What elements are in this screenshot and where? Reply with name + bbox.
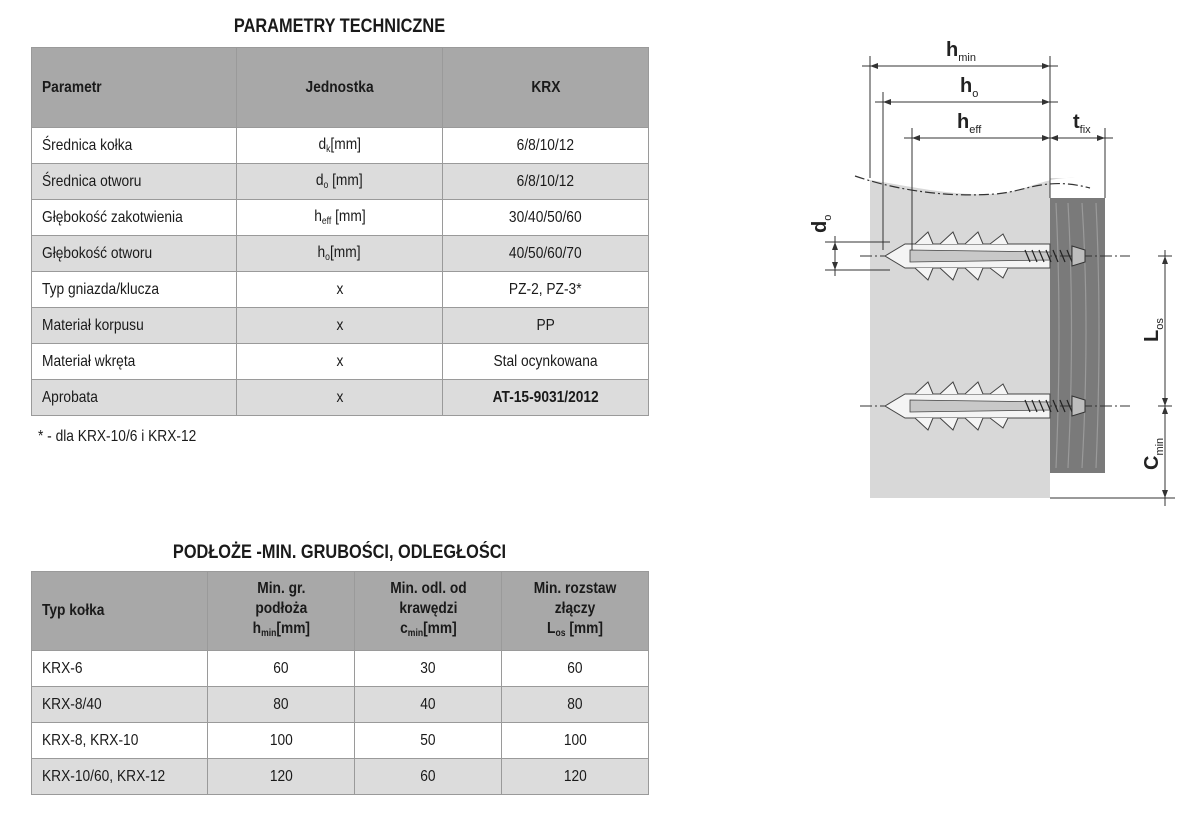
- table-row: [32, 344, 649, 380]
- anchor-installation-diagram: [800, 28, 1180, 518]
- cmin-cell: 60: [420, 767, 436, 785]
- footnote: * - dla KRX-10/6 i KRX-12: [38, 428, 197, 445]
- los-cell: 60: [567, 659, 583, 677]
- table2-title: PODŁOŻE -MIN. GRUBOŚCI, ODLEGŁOŚCI: [172, 542, 507, 563]
- unit-cell: $h_{eff}$ [mm]: [313, 208, 366, 227]
- label-tfix: $t_{fix}$: [1073, 111, 1091, 136]
- unit-cell: x: [336, 388, 343, 406]
- technical-parameters-table: [31, 47, 649, 416]
- param-label: Materiał korpusu: [42, 316, 144, 334]
- value-cell: PZ-2, PZ-3*: [509, 280, 582, 298]
- unit-cell: $h_o[mm]$: [317, 244, 361, 263]
- hmin-cell: 120: [269, 767, 293, 785]
- header-type: Typ kołka: [32, 572, 208, 651]
- cmin-cell: 40: [420, 695, 436, 713]
- value-cell: 40/50/60/70: [509, 244, 582, 262]
- param-label: Aprobata: [42, 388, 98, 406]
- header-krx: KRX: [443, 48, 649, 128]
- table-row: [32, 759, 649, 795]
- table-row: [32, 687, 649, 723]
- table-row: [32, 272, 649, 308]
- hmin-cell: 100: [269, 731, 293, 749]
- value-cell: PP: [536, 316, 555, 334]
- param-label: Średnica otworu: [42, 172, 142, 190]
- type-cell: KRX-10/60, KRX-12: [42, 767, 166, 785]
- unit-cell: $d_o$ [mm]: [316, 172, 363, 191]
- value-cell: Stal ocynkowana: [493, 352, 598, 370]
- table-row: [32, 236, 649, 272]
- header-min-spacing: Min. rozstaw złączy $L_{os}$ [mm]: [502, 572, 649, 651]
- cmin-cell: 30: [420, 659, 436, 677]
- los-cell: 120: [563, 767, 587, 785]
- type-cell: KRX-8/40: [42, 695, 102, 713]
- substrate-table: [31, 571, 649, 795]
- table-row: [32, 164, 649, 200]
- param-label: Średnica kołka: [42, 136, 133, 154]
- label-cmin: $C_{min}$: [1141, 437, 1166, 470]
- cmin-cell: 50: [420, 731, 436, 749]
- unit-cell: x: [336, 280, 343, 298]
- type-cell: KRX-6: [42, 659, 83, 677]
- fixture-plate: [1050, 198, 1105, 473]
- label-ho: $h_o$: [960, 75, 979, 100]
- table-row: [32, 308, 649, 344]
- los-cell: 80: [567, 695, 583, 713]
- table2-header-row: [32, 572, 649, 651]
- table-row: [32, 723, 649, 759]
- value-cell: 30/40/50/60: [509, 208, 582, 226]
- unit-cell: x: [336, 316, 343, 334]
- param-label: Głębokość zakotwienia: [42, 208, 183, 226]
- label-los: $L_{os}$: [1141, 318, 1166, 342]
- value-cell: 6/8/10/12: [516, 172, 575, 190]
- header-param: Parametr: [32, 48, 237, 128]
- hmin-cell: 80: [273, 695, 289, 713]
- unit-cell: x: [336, 352, 343, 370]
- label-hmin: $h_{min}$: [946, 39, 976, 64]
- label-heff: $h_{eff}$: [957, 111, 982, 136]
- table-row: [32, 651, 649, 687]
- unit-cell: $d_k[mm]$: [318, 136, 361, 155]
- param-label: Głębokość otworu: [42, 244, 153, 262]
- table-row: [32, 128, 649, 164]
- value-cell: 6/8/10/12: [516, 136, 575, 154]
- param-label: Typ gniazda/klucza: [42, 280, 160, 298]
- header-min-thickness: Min. gr. podłoża $h_{min}[mm]$: [208, 572, 355, 651]
- substrate-block: [870, 178, 1075, 498]
- param-label: Materiał wkręta: [42, 352, 136, 370]
- los-cell: 100: [563, 731, 587, 749]
- hmin-cell: 60: [273, 659, 289, 677]
- type-cell: KRX-8, KRX-10: [42, 731, 139, 749]
- table1-title: PARAMETRY TECHNICZNE: [233, 16, 446, 37]
- table-row: [32, 200, 649, 236]
- table-row: [32, 380, 649, 416]
- header-min-edge-distance: Min. odl. od krawędzi $c_{min}[mm]$: [355, 572, 502, 651]
- label-do: $d_o$: [809, 214, 834, 233]
- header-unit: Jednostka: [237, 48, 443, 128]
- approval-value: AT-15-9031/2012: [492, 388, 599, 406]
- table1-header-row: [32, 48, 649, 128]
